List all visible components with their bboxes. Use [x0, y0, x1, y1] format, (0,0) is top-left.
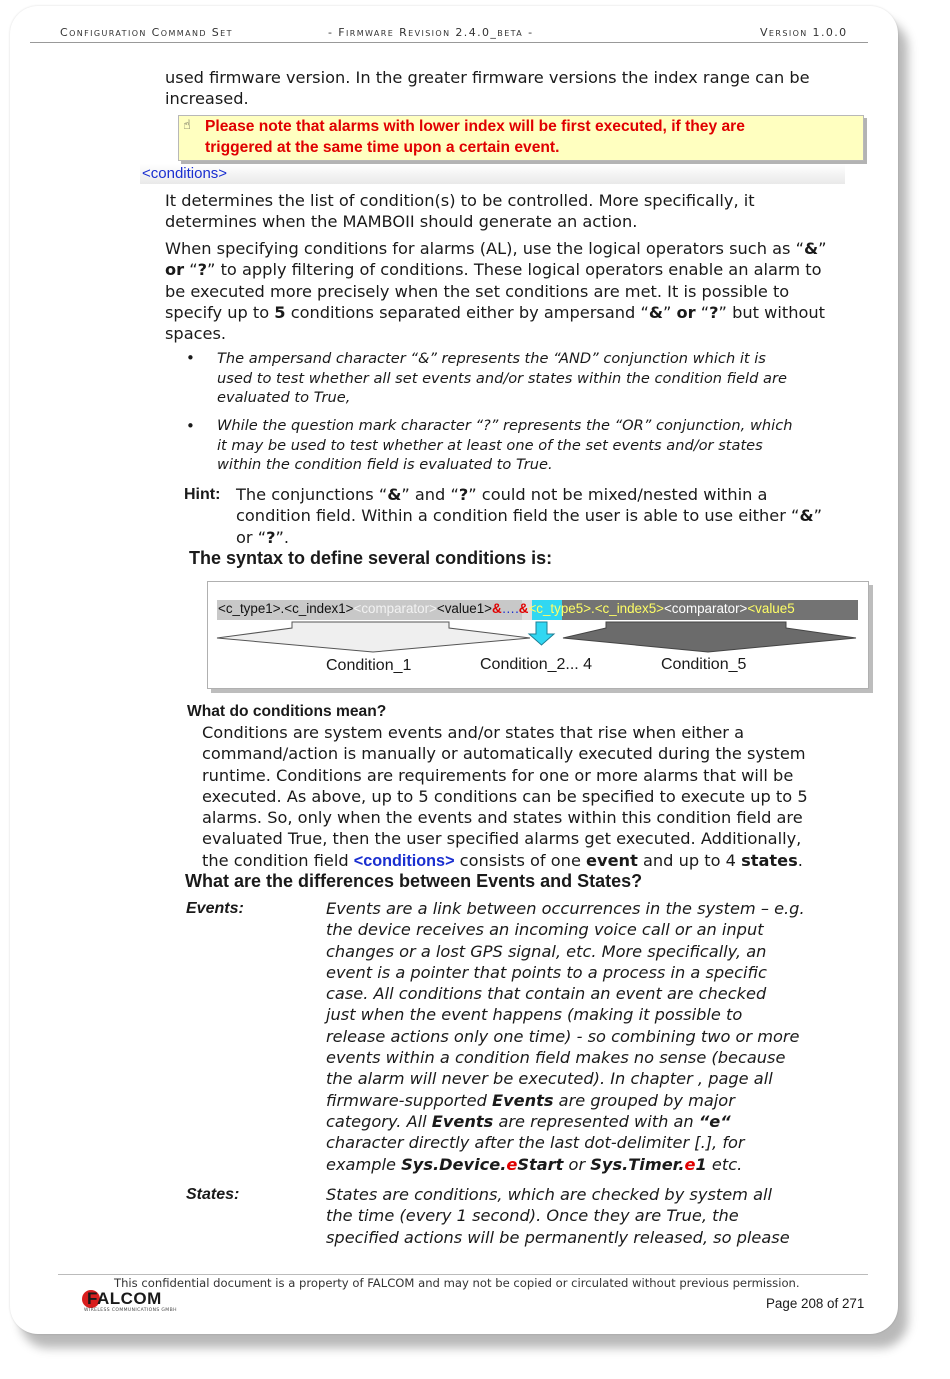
syntax-string: <c_type1>.<c_index1><comparator><value1>&….&<c_type5>.<c_index5><comparator><value5	[218, 601, 795, 616]
operators-paragraph: When specifying conditions for alarms (AL), use the logical operators such as “&” or “?” to apply filtering of conditions. These logical operators enable an alarm to be executed more precisely when the set conditions are met. It is possible to specify up to 5 conditions separated either by ampersand “&” or “?” but without spaces.	[165, 239, 827, 344]
bullet-icon: •	[186, 417, 195, 435]
page-number: Page 208 of 271	[766, 1296, 865, 1311]
header-center: - Firmware Revision 2.4.0_beta -	[328, 26, 534, 39]
header-left: Configuration Command Set	[60, 26, 233, 39]
meaning-heading: What do conditions mean?	[187, 703, 387, 720]
falcom-logo: FALCOM WIRELESS COMMUNICATIONS GMBH	[84, 1289, 177, 1313]
syntax-heading: The syntax to define several conditions is:	[189, 548, 553, 568]
conditions-description: It determines the list of condition(s) to be controlled. More specifically, it determines when the MAMBOII should generate an action.	[165, 191, 755, 232]
hint-label: Hint:	[184, 486, 221, 503]
differences-heading: What are the differences between Events and States?	[185, 871, 643, 891]
events-label: Events:	[186, 900, 244, 917]
conditions-tag: <conditions>	[142, 165, 228, 182]
condition-2-4-label: Condition_2... 4	[480, 656, 593, 673]
condition-1-label: Condition_1	[326, 657, 412, 674]
syntax-diagram	[207, 581, 869, 689]
events-definition: Events are a link between occurrences in the system – e.g. the device receives an incoming voice call or an input changes or a lost GPS signal, etc. More specifically, an event is a pointer that points to a process in a specific case. All conditions that contain an event are checked just when the event happens (making it possible to release actions only one time) - so combining two or more events within a condition field makes no sense (because the alarm will never be executed). In chapter , page all firmware-supported Events are grouped by major category. All Events are represented with an “e“ character directly after the last dot-delimiter [.], for example Sys.Device.eStart or Sys.Timer.e1 etc.	[326, 899, 805, 1174]
bullet-icon: •	[186, 349, 195, 367]
states-label: States:	[186, 1186, 240, 1203]
header-right: Version 1.0.0	[760, 26, 848, 39]
confidentiality-notice: This confidential document is a property of FALCOM and may not be copied or circulated without previous permission.	[114, 1276, 800, 1290]
pointing-hand-icon: ☝	[183, 118, 191, 133]
meaning-paragraph: Conditions are system events and/or states that rise when either a command/action is manually or automatically executed during the system runtime. Conditions are requirements for one or more alarms that will be executed. As above, up to 5 conditions can be specified to execute up to 5 alarms. So, only when the events and states within this condition field are evaluated True, then the user specified alarms get executed. Additionally, the condition field <conditions> consists of one event and up to 4 states.	[202, 723, 808, 870]
footer-divider	[58, 1274, 868, 1275]
conditions-heading-band	[140, 164, 845, 184]
intro-paragraph: used firmware version. In the greater firmware versions the index range can be increased.	[165, 68, 810, 109]
bullet-item-or: While the question mark character “?” represents the “OR” conjunction, which it may be used to test whether at least one of the set events and/or states within the condition field is evaluated to True.	[217, 417, 793, 473]
note-box	[178, 115, 864, 161]
states-definition: States are conditions, which are checked by system all the time (every 1 second). Once they are True, the specified actions will be permanently released, so please	[326, 1185, 790, 1247]
bullet-item-and: The ampersand character “&” represents the “AND” conjunction which it is used to test whether all set events and/or states within the condition field are evaluated to True,	[217, 350, 787, 406]
condition-5-label: Condition_5	[661, 656, 747, 673]
header-divider	[30, 42, 868, 43]
note-text: Please note that alarms with lower index will be first executed, if they are triggered at the same time upon a certain event.	[205, 118, 745, 156]
hint-text: The conjunctions “&” and “?” could not be mixed/nested within a condition field. Within a condition field the user is able to use either “&” or “?”.	[236, 485, 822, 547]
